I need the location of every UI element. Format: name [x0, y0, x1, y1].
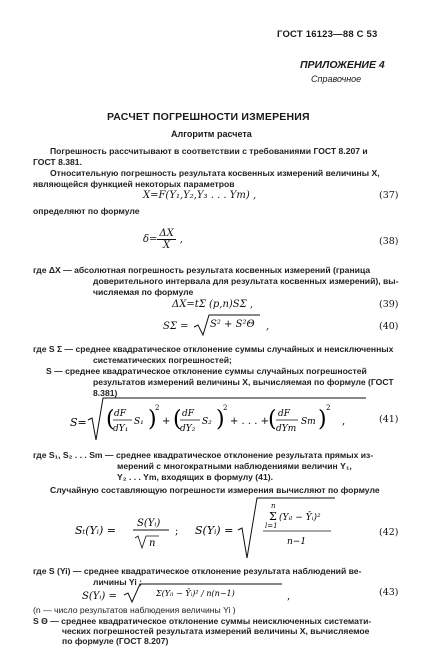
equation-43: [82, 583, 372, 603]
svg-text:n: n: [271, 502, 276, 510]
equation-42: [75, 496, 375, 562]
svg-text:(: (: [268, 407, 277, 432]
definition-line: S Θ — среднее квадратическое отклонение суммы неисключенных системати-: [33, 616, 372, 626]
equation-37: X=F(Y₁,Y₂,Y₃ . . . Ym) ,: [143, 190, 257, 201]
svg-text:): ): [318, 407, 327, 432]
svg-text:dF: dF: [182, 409, 195, 419]
svg-text:,: ,: [287, 591, 291, 602]
equation-number: (39): [379, 299, 399, 310]
paragraph-line: определяют по формуле: [33, 206, 140, 216]
definition-line: доверительного интервала для результата косвенных измерений), вы-: [93, 276, 399, 286]
eq40-lhs: SΣ =: [163, 321, 189, 332]
definition-line: ческих погрешностей результата измерений величины X, вычисляемое: [62, 626, 370, 636]
svg-text:+ . . . +: + . . . +: [230, 416, 270, 427]
svg-text:,: ,: [342, 416, 346, 427]
note-line: (n — число результатов наблюдения величины Yi ): [33, 605, 236, 615]
definition-line: где S Σ — среднее квадратическое отклонение суммы случайных и неисключенных: [33, 344, 394, 354]
equation-41: [70, 396, 370, 446]
svg-text:Σ: Σ: [269, 510, 277, 523]
definition-line: где S₁, S₂ . . . Sm — среднее квадратическое отклонение результата прямых из-: [33, 450, 374, 460]
svg-text:dYm: dYm: [276, 424, 297, 434]
appendix-type: Справочное: [311, 74, 362, 84]
definition-line: систематических погрешностей;: [93, 355, 232, 365]
svg-text:2: 2: [223, 404, 228, 412]
svg-text:S₂: S₂: [202, 417, 212, 427]
eq38-tail: ,: [179, 233, 183, 245]
section-title: РАСЧЕТ ПОГРЕШНОСТИ ИЗМЕРЕНИЯ: [107, 111, 310, 123]
definition-line: числяемая по формуле: [93, 287, 194, 297]
svg-text:+: +: [162, 416, 171, 427]
eq40-radicand: S² + S²Θ: [210, 319, 255, 330]
equation-number: (43): [379, 587, 399, 598]
paragraph-line: Относительную погрешность результата косвенных измерений величины X,: [50, 168, 380, 178]
svg-text:;: ;: [175, 526, 179, 537]
paragraph-line: Погрешность рассчитывают в соответствии с требованиями ГОСТ 8.207 и: [50, 146, 368, 156]
svg-text:(Yᵢₗ − Ȳᵢ)²: (Yᵢₗ − Ȳᵢ)²: [279, 513, 321, 523]
svg-text:): ): [216, 407, 225, 432]
paragraph-line: Случайную составляющую погрешности измерения вычисляют по формуле: [50, 485, 380, 495]
section-subtitle: Алгоритм расчета: [171, 129, 252, 139]
paragraph-line: ГОСТ 8.381.: [33, 157, 82, 167]
appendix-label: ПРИЛОЖЕНИЕ 4: [300, 59, 385, 71]
svg-text:dY₂: dY₂: [180, 424, 196, 434]
svg-text:Sm: Sm: [301, 417, 316, 427]
definition-line: S — среднее квадратическое отклонение суммы случайных погрешностей: [46, 366, 367, 376]
definition-line: мерений с многократными наблюдениями величин Y₁,: [117, 461, 352, 471]
eq38-fraction: [157, 228, 175, 251]
equation-number: (42): [379, 527, 399, 538]
definition-line: Y₂ . . . Ym, входящих в формулу (41).: [117, 472, 273, 482]
equation-38: [143, 228, 183, 251]
eq38-lhs: δ=: [143, 233, 158, 245]
svg-text:S(Yᵢ): S(Yᵢ): [137, 518, 161, 529]
svg-text:n: n: [149, 538, 156, 549]
svg-text:2: 2: [155, 404, 160, 412]
svg-text:S₁: S₁: [134, 417, 144, 427]
svg-text:Sₜ(Yᵢ) =: Sₜ(Yᵢ) =: [75, 524, 117, 537]
svg-text:2: 2: [326, 404, 331, 412]
definition-line: где ΔX — абсолютная погрешность результата косвенных измерений (граница: [33, 265, 371, 275]
equation-number: (37): [379, 190, 399, 201]
definition-line: личины Yi ;: [93, 577, 142, 587]
svg-text:S(Yᵢ) =: S(Yᵢ) =: [82, 591, 117, 602]
definition-line: результатов измерений величины X, вычисляемая по формуле (ГОСТ: [93, 377, 394, 387]
svg-text:): ): [148, 407, 157, 432]
eq38-denominator: X: [163, 240, 171, 251]
svg-text:(: (: [173, 407, 182, 432]
eq40-tail: ,: [266, 321, 270, 332]
definition-line: по формуле (ГОСТ 8.207): [62, 636, 169, 646]
svg-text:dY₁: dY₁: [113, 424, 129, 434]
svg-text:(: (: [106, 407, 115, 432]
svg-text:S(Yᵢ) =: S(Yᵢ) =: [195, 524, 234, 537]
svg-text:dF: dF: [114, 409, 127, 419]
svg-text:Σ(Yᵢₗ − Ȳᵢ)² / n(n−1): Σ(Yᵢₗ − Ȳᵢ)² / n(n−1): [156, 589, 235, 598]
svg-text:n−1: n−1: [287, 537, 307, 547]
definition-line: где S (Yi) — среднее квадратическое отклонение результата наблюдений ве-: [33, 566, 362, 576]
equation-number: (40): [379, 321, 399, 332]
svg-text:l=1: l=1: [265, 522, 278, 530]
svg-text:dF: dF: [278, 409, 291, 419]
equation-number: (41): [379, 414, 399, 425]
equation-39: ΔX=tΣ (p,n)SΣ ,: [172, 299, 254, 310]
svg-text:S=: S=: [70, 416, 87, 429]
equation-number: (38): [379, 236, 399, 247]
standard-header: ГОСТ 16123—88 С 53: [277, 29, 378, 40]
paragraph-line: являющейся функцией некоторых параметров: [33, 179, 235, 189]
definition-line: 8.381): [93, 388, 118, 398]
eq38-numerator: ΔX: [159, 228, 174, 239]
